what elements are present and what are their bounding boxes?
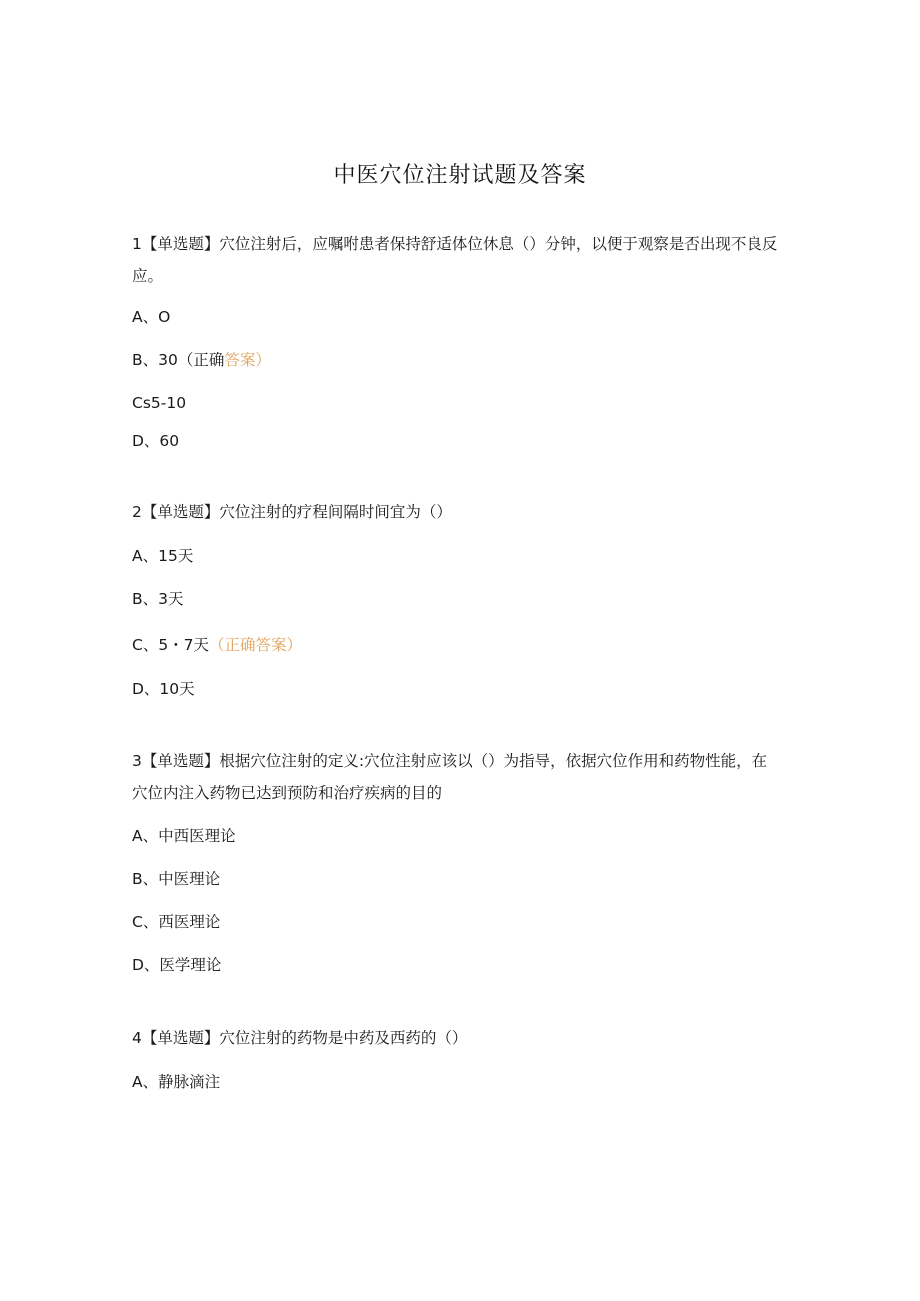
correct-answer-marker: （正确答案） [209, 636, 303, 654]
question-3-option-d [132, 955, 221, 975]
question-3-stem: 3【单选题】根据穴位注射的定义:穴位注射应该以（）为指导，依据穴位作用和药物性能，在穴位内注入药物已达到预防和治疗疾病的目的 [132, 752, 768, 802]
option-text: Cs5-10 [132, 394, 187, 412]
option-text: A、中西医理论 [132, 827, 236, 845]
option-text: D、医学理论 [132, 956, 222, 974]
question-2-option-b [132, 589, 184, 609]
question-2-option-d [132, 679, 195, 699]
option-text: B、3天 [132, 590, 184, 608]
question-4-option-a [132, 1072, 220, 1092]
question-1-option-a [132, 307, 170, 327]
question-3-option-a [132, 826, 236, 846]
question-1-stem: 1【单选题】穴位注射后，应嘱咐患者保持舒适体位休息（）分钟，以便于观察是否出现不良反应。 [132, 235, 778, 285]
option-text: B、30（正确 [132, 351, 225, 369]
option-text: A、15天 [132, 547, 194, 565]
question-2-option-c [132, 635, 302, 655]
option-text: C、5・7天 [132, 636, 210, 654]
option-text: D、60 [132, 432, 180, 450]
question-1-option-c [132, 393, 186, 413]
question-3-option-b [132, 869, 220, 889]
question-3-option-c [132, 912, 220, 932]
question-2-option-a [132, 546, 193, 566]
question-2-stem: 2【单选题】穴位注射的疗程间隔时间宜为（） [132, 503, 452, 521]
option-text: B、中医理论 [132, 870, 221, 888]
option-text: A、静脉滴注 [132, 1073, 221, 1091]
option-text: A、O [132, 308, 171, 326]
question-4-stem: 4【单选题】穴位注射的药物是中药及西药的（） [132, 1029, 468, 1047]
page-title: 中医穴位注射试题及答案 [333, 163, 587, 188]
question-1-option-b [132, 350, 271, 370]
option-text: C、西医理论 [132, 913, 221, 931]
question-1-option-d [132, 431, 179, 451]
option-text: D、10天 [132, 680, 195, 698]
correct-answer-marker: 答案） [224, 351, 271, 369]
